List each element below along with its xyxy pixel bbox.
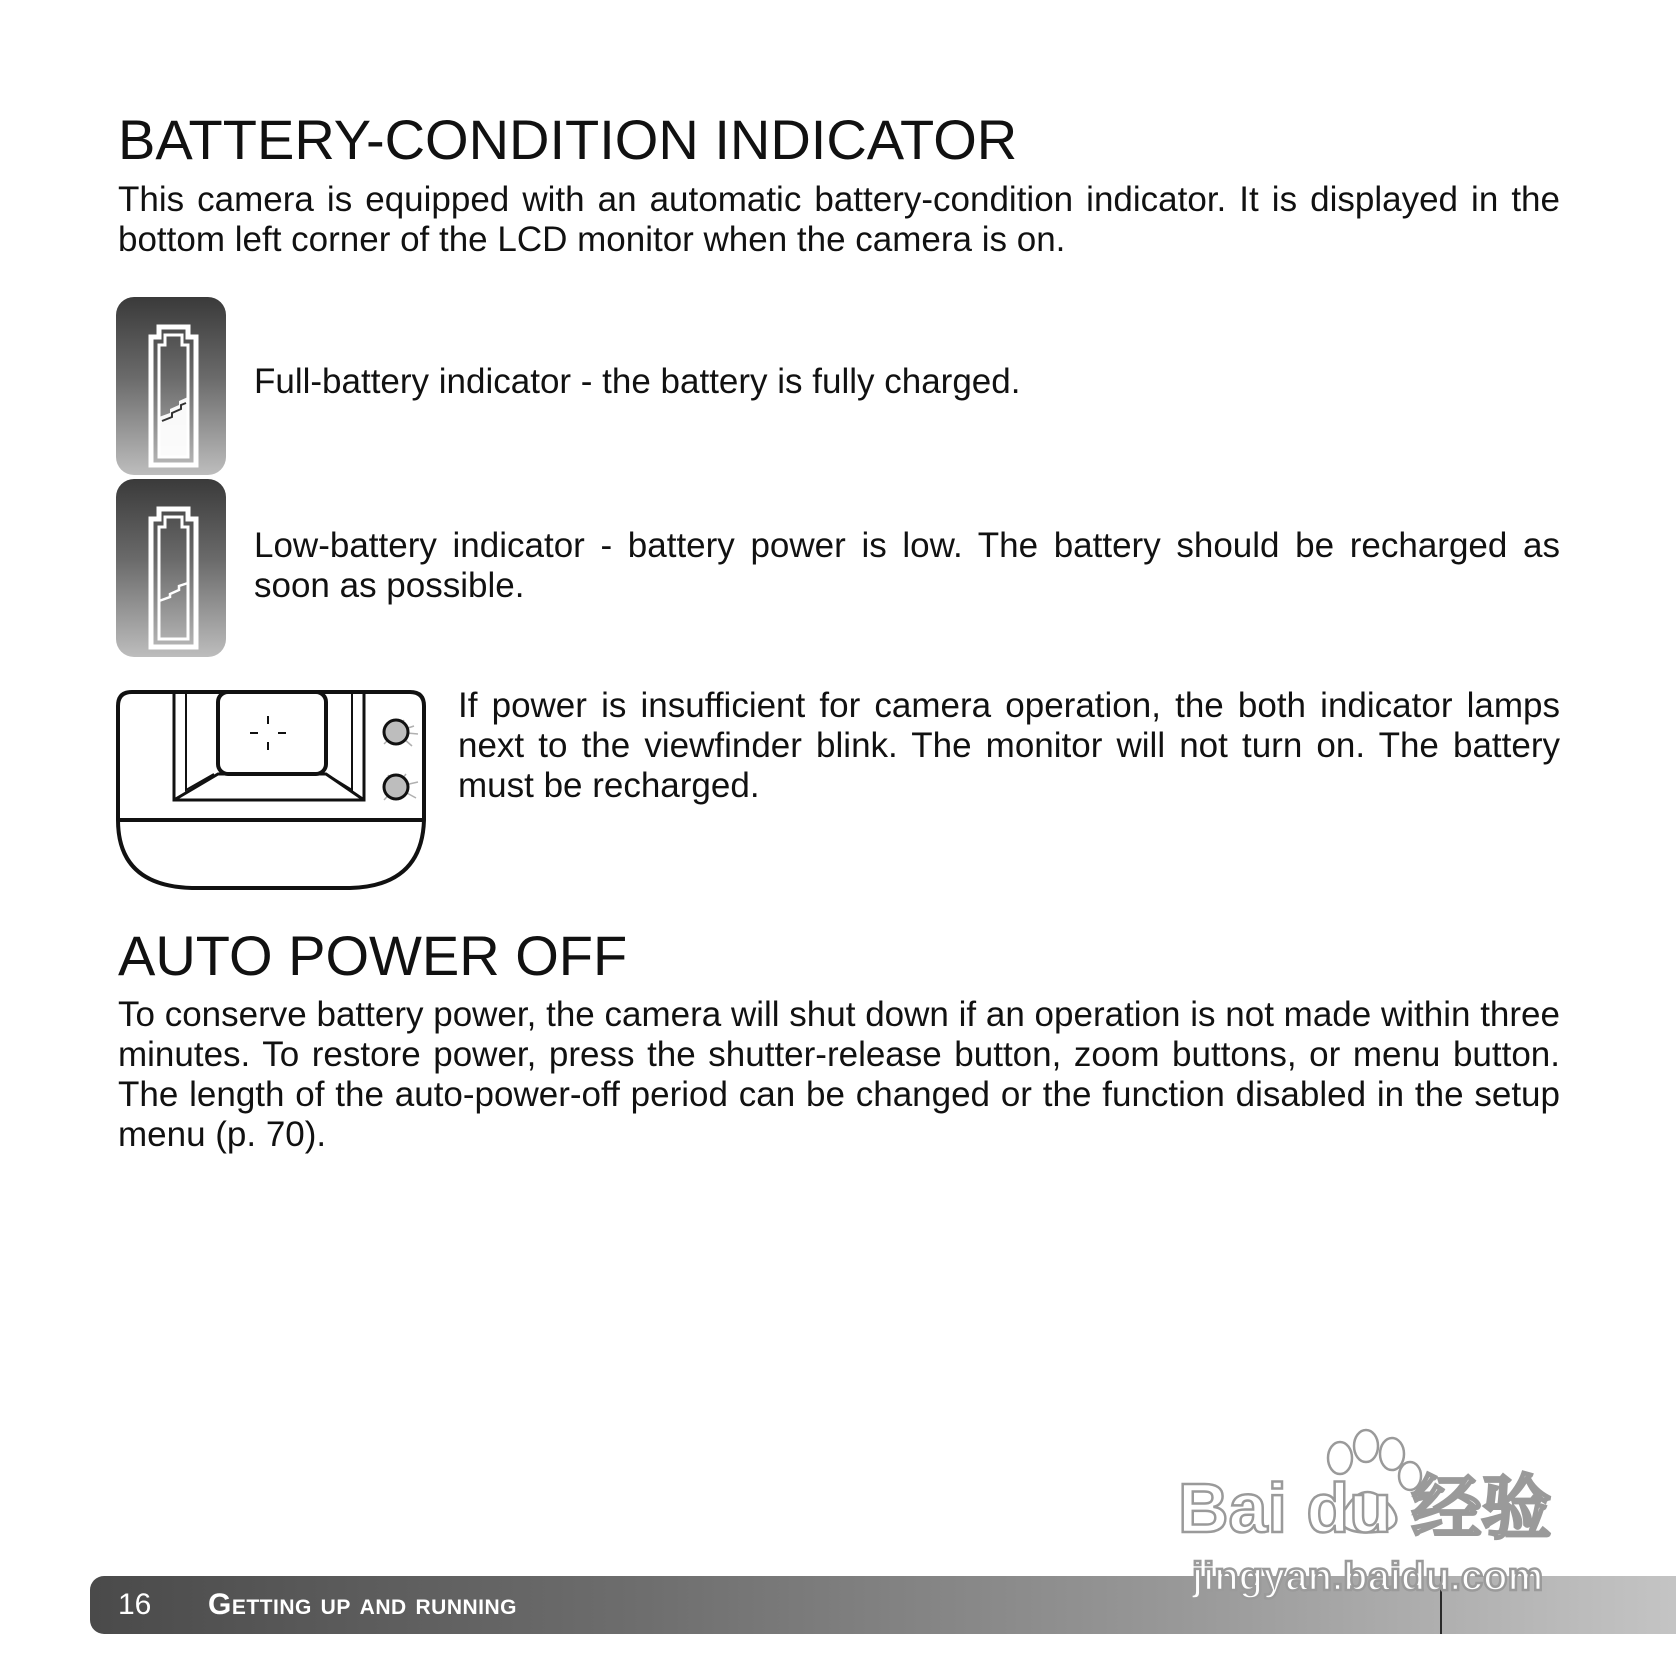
battery-section-title: BATTERY-CONDITION INDICATOR [118, 108, 1018, 171]
page-number: 16 [118, 1588, 152, 1621]
auto-power-section-title: AUTO POWER OFF [118, 924, 628, 987]
battery-section-intro: This camera is equipped with an automatic battery-condition indicator. It is displayed in the bottom left corner of the LCD monitor when the camera is on. [118, 180, 1560, 259]
viewfinder-lamps-illustration [114, 686, 430, 896]
footer-section-name: Getting up and running [208, 1588, 518, 1621]
low-battery-description: Low-battery indicator - battery power is low. The battery should be recharged as soon as possible. [254, 526, 1560, 605]
watermark-url-text: jingyan.baidu.com [1192, 1555, 1544, 1599]
full-battery-description: Full-battery indicator - the battery is fully charged. [254, 362, 1021, 401]
auto-power-section-body: To conserve battery power, the camera will shut down if an operation is not made within three minutes. To restore power, press the shutter-release button, zoom buttons, or menu button. The length of the auto-power-off period can be changed or the function disabled in the setup menu (p. 70). [118, 995, 1560, 1154]
watermark-brand-text: Bai du 经验 [1178, 1469, 1552, 1547]
baidu-watermark-logo [1170, 1420, 1590, 1600]
battery-low-icon [116, 479, 226, 657]
battery-full-icon [116, 297, 226, 475]
insufficient-power-description: If power is insufficient for camera operation, the both indicator lamps next to the viewfinder blink. The monitor will not turn on. The battery must be recharged. [458, 686, 1560, 805]
